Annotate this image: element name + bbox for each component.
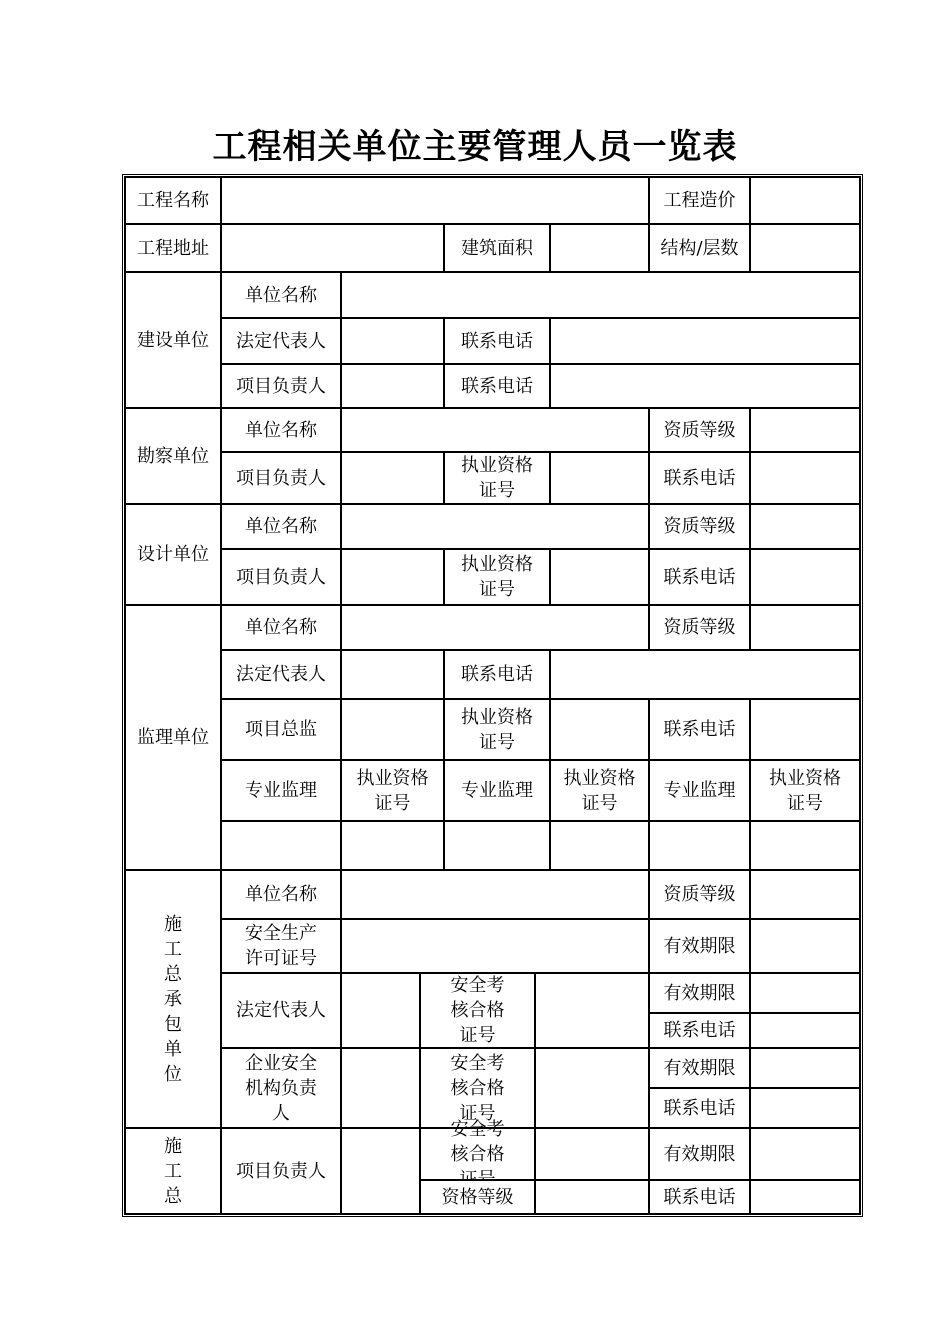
value-specialty-supervisor-2[interactable] xyxy=(443,820,551,871)
value-project-lead[interactable] xyxy=(340,451,445,505)
value-phone[interactable] xyxy=(549,363,861,409)
label-phone: 联系电话 xyxy=(443,363,551,409)
section-survey-unit: 勘察单位 xyxy=(124,407,222,505)
value-project-lead[interactable] xyxy=(340,363,445,409)
value-unit-name[interactable] xyxy=(340,604,650,651)
label-validity: 有效期限 xyxy=(648,1127,751,1181)
label-project-address: 工程地址 xyxy=(124,223,222,273)
label-qual-grade: 资格等级 xyxy=(419,1179,536,1215)
label-enterprise-safety-head: 企业安全机构负责人 xyxy=(220,1047,342,1129)
label-validity: 有效期限 xyxy=(648,972,751,1014)
value-phone[interactable] xyxy=(749,1179,861,1215)
section-general-contractor-continued: 施 工 总 xyxy=(124,1127,222,1215)
label-project-cost: 工程造价 xyxy=(648,176,751,225)
label-practice-cert: 执业资格证号 xyxy=(443,548,551,606)
label-qualification-grade: 资质等级 xyxy=(648,604,751,651)
value-chief-supervisor[interactable] xyxy=(340,698,445,761)
label-validity: 有效期限 xyxy=(648,918,751,974)
label-specialty-supervisor: 专业监理 xyxy=(648,759,751,822)
value-phone[interactable] xyxy=(749,698,861,761)
value-phone[interactable] xyxy=(749,1012,861,1049)
label-practice-cert: 执业资格证号 xyxy=(443,698,551,761)
section-design-unit: 设计单位 xyxy=(124,503,222,606)
value-qual-grade[interactable] xyxy=(534,1179,650,1215)
value-specialty-supervisor-1[interactable] xyxy=(220,820,342,871)
label-specialty-supervisor: 专业监理 xyxy=(220,759,342,822)
label-practice-cert: 执业资格证号 xyxy=(749,759,861,822)
label-practice-cert: 执业资格证号 xyxy=(549,759,650,822)
value-safety-cert[interactable] xyxy=(534,1047,650,1129)
label-project-lead: 项目负责人 xyxy=(220,548,342,606)
value-phone[interactable] xyxy=(749,1087,861,1129)
value-project-cost[interactable] xyxy=(749,176,861,225)
label-qualification-grade: 资质等级 xyxy=(648,869,751,920)
label-unit-name: 单位名称 xyxy=(220,271,342,319)
label-phone: 联系电话 xyxy=(648,1179,751,1215)
value-safety-cert[interactable] xyxy=(534,972,650,1049)
label-qualification-grade: 资质等级 xyxy=(648,503,751,550)
label-phone: 联系电话 xyxy=(443,649,551,700)
label-structure-floors: 结构/层数 xyxy=(648,223,751,273)
value-practice-cert[interactable] xyxy=(549,548,650,606)
label-validity: 有效期限 xyxy=(648,1047,751,1089)
label-legal-rep: 法定代表人 xyxy=(220,972,342,1049)
value-legal-rep[interactable] xyxy=(340,972,421,1049)
value-project-lead[interactable] xyxy=(340,1127,421,1215)
value-phone[interactable] xyxy=(749,451,861,505)
label-project-lead: 项目负责人 xyxy=(220,451,342,505)
value-safety-cert[interactable] xyxy=(534,1127,650,1181)
value-qualification-grade[interactable] xyxy=(749,407,861,453)
label-safety-cert: 安全考核合格 xyxy=(419,1127,536,1181)
value-practice-cert-2[interactable] xyxy=(549,820,650,871)
label-safety-permit: 安全生产许可证号 xyxy=(220,918,342,974)
label-qualification-grade: 资质等级 xyxy=(648,407,751,453)
value-unit-name[interactable] xyxy=(340,869,650,920)
label-project-lead: 项目负责人 xyxy=(220,1127,342,1215)
value-phone[interactable] xyxy=(749,548,861,606)
value-validity[interactable] xyxy=(749,1047,861,1089)
value-unit-name[interactable] xyxy=(340,503,650,550)
label-project-name: 工程名称 xyxy=(124,176,222,225)
label-project-lead: 项目负责人 xyxy=(220,363,342,409)
label-safety-cert: 安全考核合格证号 xyxy=(419,972,536,1049)
section-supervision-unit: 监理单位 xyxy=(124,604,222,871)
label-phone: 联系电话 xyxy=(443,317,551,365)
value-safety-permit[interactable] xyxy=(340,918,650,974)
section-construction-unit: 建设单位 xyxy=(124,271,222,409)
value-legal-rep[interactable] xyxy=(340,317,445,365)
value-practice-cert-1[interactable] xyxy=(340,820,445,871)
value-legal-rep[interactable] xyxy=(340,649,445,700)
value-validity[interactable] xyxy=(749,972,861,1014)
value-phone[interactable] xyxy=(549,649,861,700)
value-unit-name[interactable] xyxy=(340,407,650,453)
label-practice-cert: 执业资格证号 xyxy=(443,451,551,505)
value-building-area[interactable] xyxy=(549,223,650,273)
value-project-lead[interactable] xyxy=(340,548,445,606)
label-unit-name: 单位名称 xyxy=(220,869,342,920)
label-unit-name: 单位名称 xyxy=(220,604,342,651)
label-legal-rep: 法定代表人 xyxy=(220,317,342,365)
label-safety-cert: 安全考核合格证号 xyxy=(419,1047,536,1129)
value-practice-cert[interactable] xyxy=(549,698,650,761)
value-enterprise-safety-head[interactable] xyxy=(340,1047,421,1129)
value-phone[interactable] xyxy=(549,317,861,365)
label-building-area: 建筑面积 xyxy=(443,223,551,273)
value-project-address[interactable] xyxy=(220,223,445,273)
label-specialty-supervisor: 专业监理 xyxy=(443,759,551,822)
value-validity[interactable] xyxy=(749,918,861,974)
value-validity[interactable] xyxy=(749,1127,861,1181)
label-phone: 联系电话 xyxy=(648,451,751,505)
label-phone: 联系电话 xyxy=(648,548,751,606)
label-chief-supervisor: 项目总监 xyxy=(220,698,342,761)
label-practice-cert: 执业资格证号 xyxy=(340,759,445,822)
label-unit-name: 单位名称 xyxy=(220,503,342,550)
value-structure-floors[interactable] xyxy=(749,223,861,273)
value-practice-cert[interactable] xyxy=(549,451,650,505)
value-project-name[interactable] xyxy=(220,176,650,225)
value-unit-name[interactable] xyxy=(340,271,861,319)
value-qualification-grade[interactable] xyxy=(749,604,861,651)
value-qualification-grade[interactable] xyxy=(749,869,861,920)
label-unit-name: 单位名称 xyxy=(220,407,342,453)
label-phone: 联系电话 xyxy=(648,1087,751,1129)
label-legal-rep: 法定代表人 xyxy=(220,649,342,700)
page-title: 工程相关单位主要管理人员一览表 xyxy=(212,127,738,167)
label-phone: 联系电话 xyxy=(648,1012,751,1049)
value-qualification-grade[interactable] xyxy=(749,503,861,550)
label-phone: 联系电话 xyxy=(648,698,751,761)
section-general-contractor: 施 工 总 承 包 单 位 xyxy=(124,869,222,1129)
value-specialty-supervisor-3[interactable] xyxy=(648,820,751,871)
value-practice-cert-3[interactable] xyxy=(749,820,861,871)
